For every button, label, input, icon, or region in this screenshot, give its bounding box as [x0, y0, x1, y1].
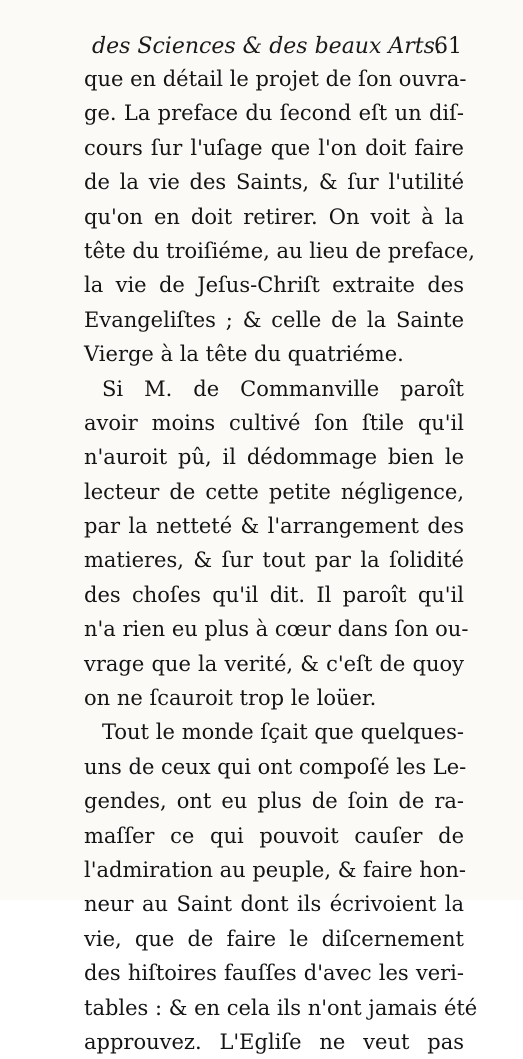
text-line: Evangeliſtes ; & celle de la Sainte	[84, 307, 464, 332]
text-line: tête du troiſiéme, au lieu de preface,	[84, 238, 475, 263]
text-line: que en détail le projet de ſon ouvra-	[84, 67, 467, 91]
text-line: Si M. de Commanville paroît	[102, 376, 464, 401]
text-line: qu'on en doit retirer. On voit à la	[84, 204, 464, 229]
text-line: Vierge à la tête du quatriéme.	[84, 342, 404, 367]
text-line: par la netteté & l'arrangement des	[84, 514, 464, 539]
text-line: tables : & en cela ils n'ont jamais été	[84, 995, 478, 1020]
text-line: neur au Saint dont ils écrivoient la	[84, 892, 464, 917]
text-line: lecteur de cette petite négligence,	[84, 479, 464, 504]
page-number: 61	[434, 34, 462, 59]
text-line: vrage que la verité, & c'eſt de quoy	[84, 651, 464, 676]
text-line: n'auroit pû, il dédommage bien le	[84, 445, 464, 470]
body-text	[84, 62, 478, 1059]
text-line: matieres, & ſur tout par la ſolidité	[84, 548, 464, 573]
text-line: uns de ceux qui ont compoſé les Le-	[84, 754, 467, 779]
text-line: Tout le monde ſçait que quelques-	[102, 720, 464, 745]
text-line: ge. La preface du ſecond eſt un diſ-	[84, 101, 464, 126]
text-line: des choſes qu'il dit. Il paroît qu'il	[84, 582, 464, 607]
text-line: la vie de Jeſus-Chriſt extraite des	[84, 273, 464, 298]
text-line: de la vie des Saints, & ſur l'utilité	[84, 170, 464, 195]
text-line: n'a rien eu plus à cœur dans ſon ou-	[84, 617, 469, 642]
text-line: gendes, ont eu plus de ſoin de ra-	[84, 789, 464, 814]
text-line: approuvez. L'Egliſe ne veut pas	[84, 1029, 464, 1054]
text-line: vie, que de faire le diſcernement	[84, 926, 464, 951]
text-line: cours ſur l'uſage que l'on doit faire	[84, 135, 464, 160]
text-line: des hiſtoires fauſſes d'avec les veri-	[84, 961, 464, 986]
text-line: on ne ſcauroit trop le loüer.	[84, 686, 377, 711]
text-line: l'admiration au peuple, & faire hon-	[84, 857, 466, 882]
text-line: maſſer ce qui pouvoit cauſer de	[84, 823, 464, 848]
text-line: avoir moins cultivé ſon ſtile qu'il	[84, 410, 464, 435]
running-title: des Sciences & des beaux Arts.	[92, 34, 442, 59]
